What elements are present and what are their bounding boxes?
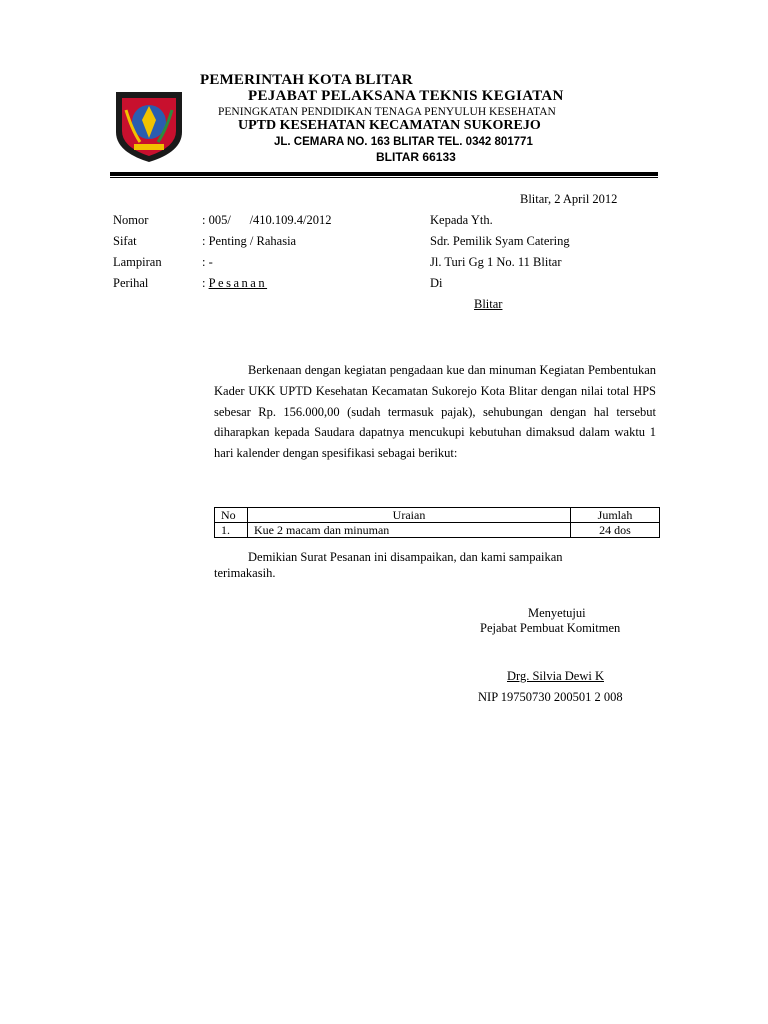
col-header-no: No xyxy=(215,508,248,523)
recipient-city: Blitar xyxy=(474,297,503,311)
col-header-jumlah: Jumlah xyxy=(571,508,660,523)
cell-jumlah: 24 dos xyxy=(571,523,660,538)
table-row xyxy=(215,523,660,538)
header-program: PENINGKATAN PENDIDIKAN TENAGA PENYULUH KESEHATAN xyxy=(218,106,556,118)
closing-line-1: Demikian Surat Pesanan ini disampaikan, dan kami sampaikan xyxy=(248,550,563,564)
recipient-di: Di xyxy=(430,276,443,290)
header-divider-thin xyxy=(110,177,658,178)
closing-line-2: terimakasih. xyxy=(214,565,276,580)
perihal-field xyxy=(202,276,267,291)
signature-role: Pejabat Pembuat Komitmen xyxy=(480,621,621,635)
cell-uraian: Kue 2 macam dan minuman xyxy=(248,523,571,538)
header-unit: UPTD KESEHATAN KECAMATAN SUKOREJO xyxy=(238,118,541,133)
signature-name: Drg. Silvia Dewi K xyxy=(507,669,604,683)
table-header-row xyxy=(215,508,660,523)
nomor-label: Nomor xyxy=(113,213,149,227)
recipient-salutation: Kepada Yth. xyxy=(430,213,493,227)
cell-no: 1. xyxy=(215,523,248,538)
header-official: PEJABAT PELAKSANA TEKNIS KEGIATAN xyxy=(248,88,564,104)
header-city: BLITAR 66133 xyxy=(376,150,456,164)
col-header-uraian: Uraian xyxy=(248,508,571,523)
perihal-prefix: : xyxy=(202,276,209,290)
perihal-label: Perihal xyxy=(113,276,149,290)
signature-nip: NIP 19750730 200501 2 008 xyxy=(478,690,623,704)
city-emblem-logo xyxy=(110,86,188,164)
letter-date: Blitar, 2 April 2012 xyxy=(520,192,618,206)
header-divider-thick xyxy=(110,172,658,176)
sifat-label: Sifat xyxy=(113,234,137,248)
signature-approve: Menyetujui xyxy=(528,606,586,620)
nomor-value: : 005/ /410.109.4/2012 xyxy=(202,213,332,227)
header-government: PEMERINTAH KOTA BLITAR xyxy=(200,72,413,88)
recipient-name: Sdr. Pemilik Syam Catering xyxy=(430,234,570,248)
items-table xyxy=(214,507,660,538)
lampiran-value: : - xyxy=(202,255,213,269)
recipient-address: Jl. Turi Gg 1 No. 11 Blitar xyxy=(430,255,562,269)
perihal-value: Pesanan xyxy=(208,276,268,290)
sifat-value: : Penting / Rahasia xyxy=(202,234,297,248)
closing-text xyxy=(214,550,654,581)
header-address: JL. CEMARA NO. 163 BLITAR TEL. 0342 801771 xyxy=(274,136,533,148)
body-paragraph: Berkenaan dengan kegiatan pengadaan kue dan minuman Kegiatan Pembentukan Kader UKK UPTD Kesehatan Kecamatan Sukorejo Kota Blitar dengan nilai total HPS sebesar Rp. 156.000,00 (sudah termasuk pajak), sehubungan dengan hal tersebut diharapkan kepada Saudara dapatnya mencukupi kebutuhan dimaksud dalam waktu 1 hari kalender dengan spesifikasi sebagai berikut: xyxy=(214,363,656,461)
lampiran-label: Lampiran xyxy=(113,255,162,269)
